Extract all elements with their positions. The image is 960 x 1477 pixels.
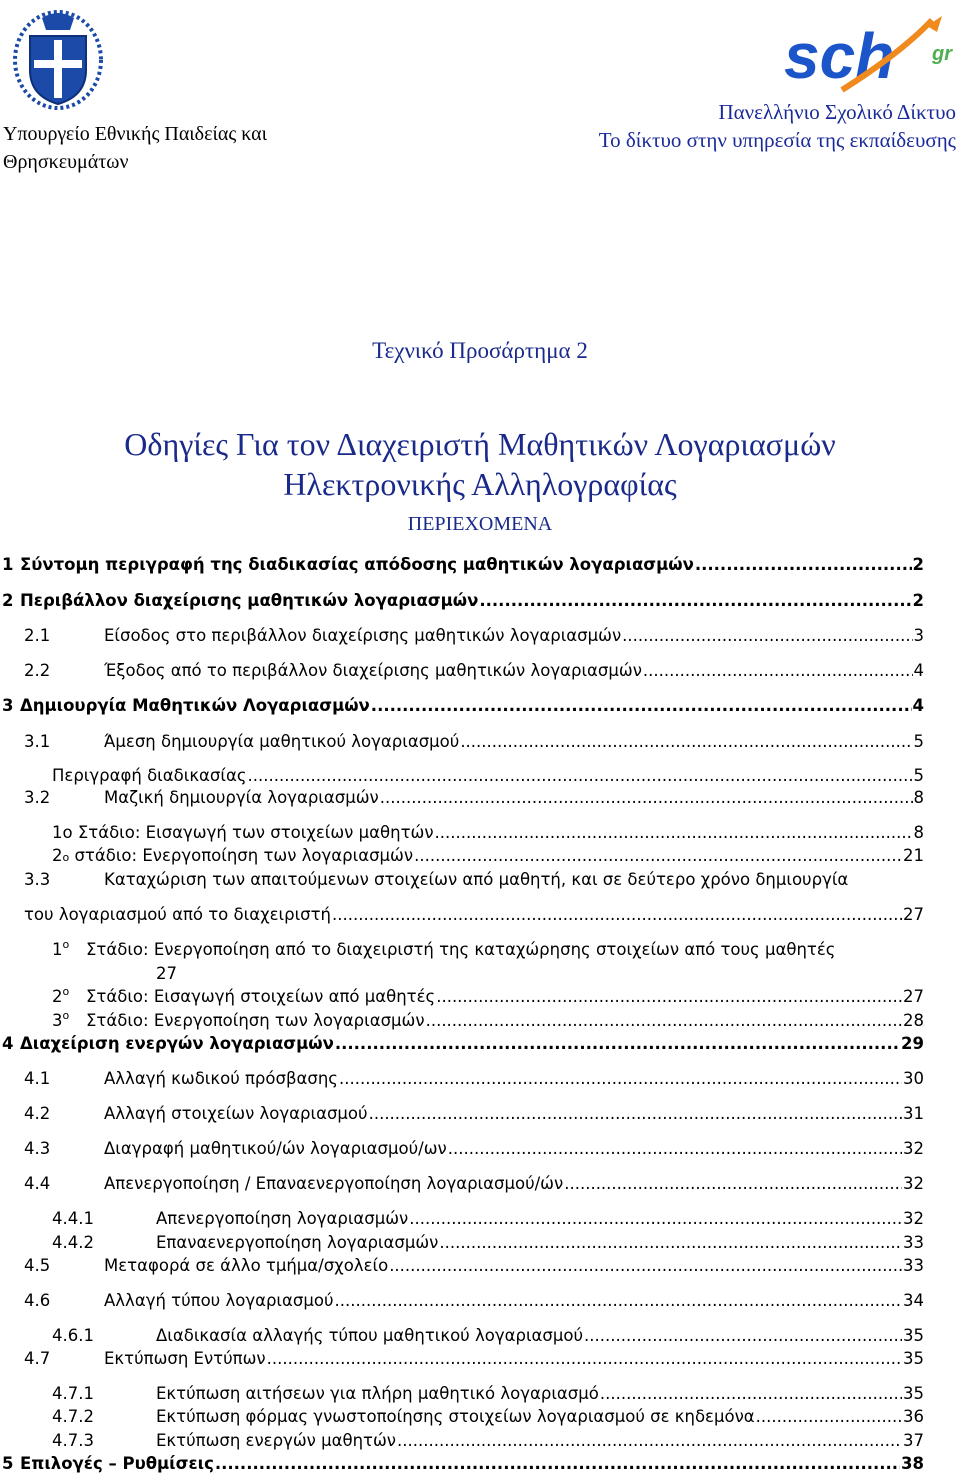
toc-entry[interactable]	[24, 787, 924, 809]
toc-leader	[414, 845, 902, 867]
toc-title: Διαχείριση ενεργών λογαριασμών	[20, 1034, 334, 1053]
toc-page: 4	[912, 696, 924, 715]
toc-entry[interactable]: 2 ο στάδιο: Ενεργοποίηση των λογαριασμών ..... 21	[52, 845, 924, 867]
toc-heading: ΠΕΡΙΕΧΟΜΕΝΑ	[407, 513, 553, 535]
toc-title: Διαγραφή μαθητικού/ών λογαριασμού/ων	[104, 1139, 447, 1158]
toc-leader	[339, 1068, 902, 1090]
toc-entry[interactable]	[52, 1430, 924, 1452]
toc-leader	[332, 904, 902, 926]
toc-number: 1	[2, 555, 14, 574]
toc-leader	[435, 822, 913, 844]
toc-number: 5	[2, 1454, 14, 1473]
toc-page: 5	[913, 732, 924, 751]
toc-page: 30	[903, 1069, 924, 1088]
toc-page: 33	[903, 1256, 924, 1275]
toc-title: Αλλαγή κωδικού πρόσβασης	[104, 1069, 338, 1088]
toc-leader	[248, 765, 913, 787]
toc-number: 2.2	[24, 661, 51, 680]
toc-page: 33	[903, 1233, 924, 1252]
toc-entry-continuation[interactable]	[24, 904, 924, 926]
ministry-name	[3, 120, 363, 176]
toc-entry[interactable]	[52, 1208, 924, 1230]
toc-entry[interactable]	[24, 731, 924, 753]
toc-title: Αλλαγή στοιχείων λογαριασμού	[104, 1104, 368, 1123]
toc-number: 2	[52, 846, 63, 865]
sch-logo	[782, 12, 958, 98]
toc-page: 35	[903, 1349, 924, 1368]
toc-number: 4.5	[24, 1256, 51, 1275]
toc-title: Είσοδος στο περιβάλλον διαχείρισης μαθητικών λογαριασμών	[104, 626, 622, 645]
toc-title: Επαναενεργοποίηση λογαριασμών	[156, 1233, 439, 1252]
toc-number: 1	[52, 940, 63, 959]
document-title	[0, 424, 960, 504]
toc-number: 3	[52, 1011, 63, 1030]
toc-page: 8	[913, 788, 924, 807]
toc-leader	[439, 1232, 902, 1254]
toc-entry[interactable]	[52, 765, 924, 787]
toc-page: 8	[913, 823, 924, 842]
toc-entry[interactable]	[24, 1255, 924, 1277]
toc-entry[interactable]	[2, 1033, 924, 1055]
toc-entry[interactable]	[24, 660, 924, 682]
toc-title: Μαζική δημιουργία λογαριασμών	[104, 788, 379, 807]
toc-leader	[267, 1348, 902, 1370]
toc-leader	[380, 787, 913, 809]
toc-page: 3	[913, 626, 924, 645]
toc-entry[interactable]	[52, 1010, 924, 1032]
toc-page: 32	[903, 1209, 924, 1228]
toc-entry[interactable]	[52, 1325, 924, 1347]
toc-leader	[397, 1430, 902, 1452]
toc-ordinal: ο	[62, 985, 70, 998]
toc-title: Μεταφορά σε άλλο τμήμα/σχολείο	[104, 1256, 389, 1275]
greek-emblem-icon	[12, 8, 104, 110]
toc-entry[interactable]	[2, 695, 924, 717]
toc-title: Επιλογές – Ρυθμίσεις	[20, 1454, 214, 1473]
toc-page: 5	[913, 766, 924, 785]
toc-title: Εκτύπωση Εντύπων	[104, 1349, 266, 1368]
toc-page: 27	[903, 905, 924, 924]
toc-page: 34	[903, 1291, 924, 1310]
toc-entry[interactable]	[52, 1383, 924, 1405]
toc-number: 4.6.1	[52, 1326, 94, 1345]
toc-number: 4.3	[24, 1139, 51, 1158]
toc-leader	[695, 554, 912, 576]
toc-entry[interactable]	[52, 822, 924, 844]
toc-title: στάδιο: Ενεργοποίηση των λογαριασμών	[69, 846, 414, 865]
toc-title: Περιβάλλον διαχείρισης μαθητικών λογαριασμών	[20, 591, 479, 610]
toc-number: 2	[2, 591, 14, 610]
toc-entry[interactable]	[24, 1290, 924, 1312]
toc-leader	[600, 1383, 902, 1405]
toc-page: 29	[901, 1034, 924, 1053]
toc-title: Εκτύπωση φόρμας γνωστοποίησης στοιχείων λογαριασμού σε κηδεμόνα	[156, 1407, 755, 1426]
toc-leader	[409, 1208, 902, 1230]
document-title-line-1: Οδηγίες Για τον Διαχειριστή Μαθητικών Λογαριασμών	[124, 426, 836, 462]
toc-leader	[215, 1453, 900, 1475]
toc-page: 2	[912, 591, 924, 610]
toc-page: 32	[903, 1174, 924, 1193]
toc-entry[interactable]	[2, 590, 924, 612]
toc-leader	[335, 1033, 900, 1055]
toc-ordinal: ο	[62, 1009, 70, 1022]
toc-page: 32	[903, 1139, 924, 1158]
toc-number: 4.7.1	[52, 1384, 94, 1403]
ministry-line-2: Θρησκευμάτων	[3, 151, 129, 173]
toc-page: 35	[903, 1384, 924, 1403]
toc-number: 3.3	[24, 870, 51, 889]
toc-leader	[479, 590, 911, 612]
toc-title-continued: του λογαριασμού από το διαχειριστή	[24, 905, 332, 924]
toc-title: Έξοδος από το περιβάλλον διαχείρισης μαθητικών λογαριασμών	[104, 661, 642, 680]
toc-leader	[756, 1406, 902, 1428]
toc-title: Στάδιο: Εισαγωγή στοιχείων από μαθητές	[86, 987, 436, 1006]
toc-entry-multiline[interactable]	[52, 939, 835, 961]
toc-title: Άμεση δημιουργία μαθητικού λογαριασμού	[104, 732, 460, 751]
toc-leader	[436, 986, 902, 1008]
toc-leader	[584, 1325, 902, 1347]
toc-leader	[622, 625, 912, 647]
toc-entry-multiline[interactable]	[24, 869, 848, 891]
toc-leader	[460, 731, 912, 753]
toc-leader	[371, 695, 912, 717]
toc-title: Διαδικασία αλλαγής τύπου μαθητικού λογαριασμού	[156, 1326, 584, 1345]
toc-entry[interactable]	[2, 1453, 924, 1475]
toc-number: 4.4	[24, 1174, 51, 1193]
toc-number: 4.4.1	[52, 1209, 94, 1228]
toc-title: 1ο Στάδιο: Εισαγωγή των στοιχείων μαθητών	[52, 823, 434, 842]
toc-page: 27	[156, 964, 177, 983]
toc-title: Απενεργοποίηση / Επαναενεργοποίηση λογαριασμού/ών	[104, 1174, 564, 1193]
toc-number: 4.4.2	[52, 1233, 94, 1252]
network-line-2: Το δίκτυο στην υπηρεσία της εκπαίδευσης	[598, 128, 956, 152]
toc-leader	[448, 1138, 902, 1160]
toc-page: 28	[903, 1011, 924, 1030]
toc-number: 3.2	[24, 788, 51, 807]
toc-title: Απενεργοποίηση λογαριασμών	[156, 1209, 409, 1228]
toc-entry[interactable]	[24, 1103, 924, 1125]
toc-leader	[643, 660, 913, 682]
toc-number: 4.1	[24, 1069, 51, 1088]
toc-title: Αλλαγή τύπου λογαριασμού	[104, 1291, 334, 1310]
toc-title: Καταχώριση των απαιτούμενων στοιχείων από μαθητή, και σε δεύτερο χρόνο δημιουργία	[104, 870, 849, 889]
toc-page: 37	[903, 1431, 924, 1450]
toc-entry[interactable]	[24, 1068, 924, 1090]
toc-leader	[564, 1173, 902, 1195]
toc-number: 4.2	[24, 1104, 51, 1123]
sch-logo-suffix: gr	[932, 43, 952, 65]
toc-entry[interactable]	[52, 1232, 924, 1254]
toc-entry[interactable]	[52, 1406, 924, 1428]
sch-logo-text: sch	[784, 20, 895, 92]
toc-page: 31	[903, 1104, 924, 1123]
annex-title: Τεχνικό Προσάρτημα 2	[372, 338, 588, 363]
toc-number: 2.1	[24, 626, 51, 645]
toc-title: Στάδιο: Ενεργοποίηση των λογαριασμών	[86, 1011, 425, 1030]
toc-page: 2	[912, 555, 924, 574]
toc-title: Στάδιο: Ενεργοποίηση από το διαχειριστή της καταχώρησης στοιχείων από τους μαθητές	[86, 940, 836, 959]
toc-leader	[426, 1010, 902, 1032]
toc-title: Περιγραφή διαδικασίας	[52, 766, 247, 785]
toc-page: 35	[903, 1326, 924, 1345]
toc-leader	[389, 1255, 902, 1277]
toc-number: 2	[52, 987, 63, 1006]
toc-page: 21	[903, 846, 924, 865]
toc-entry[interactable]	[52, 986, 924, 1008]
toc-leader	[335, 1290, 903, 1312]
document-title-line-2: Ηλεκτρονικής Αλληλογραφίας	[283, 466, 677, 502]
toc-title: Εκτύπωση αιτήσεων για πλήρη μαθητικό λογαριασμό	[156, 1384, 599, 1403]
toc-page: 27	[903, 987, 924, 1006]
toc-leader	[369, 1103, 902, 1125]
toc-title: Σύντομη περιγραφή της διαδικασίας απόδοσης μαθητικών λογαριασμών	[20, 555, 694, 574]
toc-number: 4.7.3	[52, 1431, 94, 1450]
toc-number: 3.1	[24, 732, 51, 751]
toc-page: 36	[903, 1407, 924, 1426]
toc-page: 38	[901, 1454, 924, 1473]
toc-number: 4.6	[24, 1291, 51, 1310]
toc-entry[interactable]	[2, 554, 924, 576]
toc-title: Δημιουργία Μαθητικών Λογαριασμών	[20, 696, 370, 715]
toc-title: Εκτύπωση ενεργών μαθητών	[156, 1431, 397, 1450]
toc-entry[interactable]	[24, 1138, 924, 1160]
toc-number: 4.7	[24, 1349, 51, 1368]
ministry-line-1: Υπουργείο Εθνικής Παιδείας και	[3, 123, 268, 145]
toc-entry[interactable]	[24, 1173, 924, 1195]
toc-number: 4.7.2	[52, 1407, 94, 1426]
toc-entry[interactable]	[24, 625, 924, 647]
toc-ordinal: ο	[62, 938, 70, 951]
toc-page: 4	[913, 661, 924, 680]
network-title	[599, 98, 956, 154]
network-line-1: Πανελλήνιο Σχολικό Δίκτυο	[718, 100, 956, 124]
toc-number: 3	[2, 696, 14, 715]
toc-entry[interactable]	[24, 1348, 924, 1370]
toc-number: 4	[2, 1034, 14, 1053]
